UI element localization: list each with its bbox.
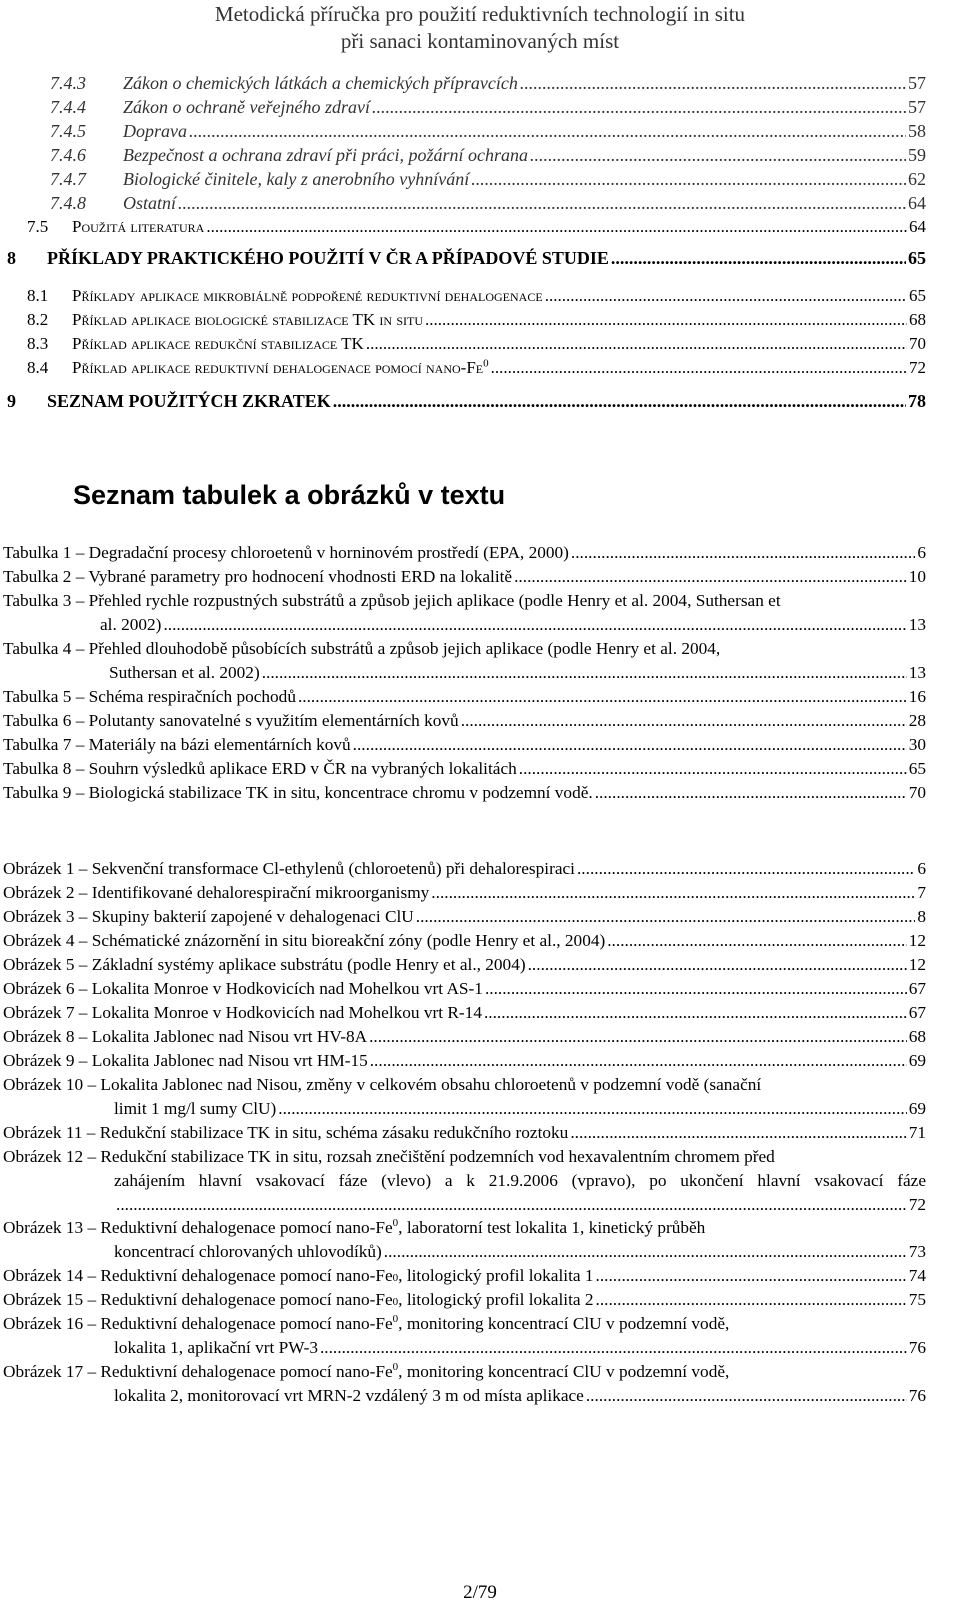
toc-title: PŘÍKLADY PRAKTICKÉHO POUŽITÍ V ČR A PŘÍPADOVÉ STUDIE [47,248,609,268]
toc-number: 8 [7,248,16,268]
toc-leader [530,144,906,166]
toc-leader [372,96,906,118]
toc-number: 8.3 [27,334,49,353]
entry-page: 13 [908,615,926,634]
superscript: 0 [483,357,489,370]
entry-text-after: , monitoring koncentrací ClU v podzemní vodě, [398,1362,730,1381]
entry-text: Obrázek 10 – Lokalita Jablonec nad Nisou, změny v celkovém obsahu chloroetenů v podzemní vodě (sanační [3,1075,762,1094]
toc-entry-7-4-8[interactable] [50,192,926,214]
entry-leader [577,857,915,881]
entry-page: 12 [908,955,926,974]
entry-text: Obrázek 7 – Lokalita Monroe v Hodkovicích nad Mohelkou vrt R-14 [3,1003,482,1022]
entry-text-cont: koncentrací chlorovaných uhlovodíků) [114,1242,382,1261]
toc-number: 7.4.3 [50,73,86,93]
toc-number: 7.4.7 [50,169,86,189]
entry-text: Obrázek 6 – Lokalita Monroe v Hodkovicích nad Mohelkou vrt AS-1 [3,979,483,998]
entry-text-cont: limit 1 mg/l sumy ClU) [114,1099,277,1118]
figure-entry-17[interactable] [3,1360,926,1408]
entry-leader [461,709,907,733]
entry-page: 75 [908,1290,926,1309]
figure-entry-11[interactable] [3,1121,926,1145]
entry-page: 70 [908,783,926,802]
toc-chapter-9[interactable] [7,390,926,412]
entry-text: Tabulka 8 – Souhrn výsledků aplikace ERD v ČR na vybraných lokalitách [3,759,517,778]
entry-text: Obrázek 3 – Skupiny bakterií zapojené v dehalogenaci ClU [3,907,414,926]
entry-text: Tabulka 1 – Degradační procesy chloroetenů v horninovém prostředí (EPA, 2000) [3,543,569,562]
table-entry-4[interactable] [3,637,926,685]
entry-page: 30 [908,735,926,754]
entry-leader [370,1049,907,1073]
toc-entry-7-4-4[interactable] [50,96,926,118]
running-header-line-2: při sanaci kontaminovaných míst [340,29,620,53]
toc-title: Použitá literatura [72,217,205,236]
figure-entry-2[interactable] [3,881,926,905]
figure-entry-15[interactable]: Obrázek 15 – Reduktivní dehalogenace pomocí nano-Fe 0 , litologický profil lokalita 2 ..... 75 [3,1288,926,1312]
entry-text-after: , litologický profil lokalita 1 [398,1266,594,1285]
toc-leader [545,285,907,307]
entry-text-cont: lokalita 1, aplikační vrt PW-3 [114,1338,318,1357]
entry-page: 10 [908,567,926,586]
toc-number: 8.2 [27,310,49,329]
table-entry-2[interactable] [3,565,926,589]
entry-text: Obrázek 12 – Redukční stabilizace TK in situ, rozsah znečištění podzemních vod hexavalentním chromem před [3,1147,775,1166]
toc-leader [206,216,907,238]
toc-number: 9 [7,391,16,411]
entry-leader [528,953,907,977]
toc-entry-7-4-6[interactable] [50,144,926,166]
entry-leader [596,1264,907,1288]
figure-entry-4[interactable] [3,929,926,953]
toc-entry-7-4-5[interactable] [50,120,926,142]
entry-text: Tabulka 7 – Materiály na bázi elementárních kovů [3,735,351,754]
figure-entry-12[interactable] [3,1145,926,1217]
entry-text: Tabulka 2 – Vybrané parametry pro hodnocení vhodnosti ERD na lokalitě [3,567,513,586]
entry-page: 72 [908,1195,926,1214]
entry-leader [353,733,907,757]
entry-text: Obrázek 14 – Reduktivní dehalogenace pomocí nano-Fe [3,1266,393,1285]
entry-page: 8 [917,907,926,926]
figure-entry-14[interactable]: Obrázek 14 – Reduktivní dehalogenace pomocí nano-Fe 0 , litologický profil lokalita 1 ..... 74 [3,1264,926,1288]
entry-leader [514,565,907,589]
page-number: 2/79 [463,1582,497,1603]
toc-page: 65 [909,286,926,305]
toc-page: 62 [908,169,926,189]
toc-page: 57 [908,97,926,117]
entry-text: Obrázek 11 – Redukční stabilizace TK in situ, schéma zásaku redukčního roztoku [3,1123,569,1142]
superscript: 0 [392,1217,399,1230]
entry-text: Obrázek 15 – Reduktivní dehalogenace pomocí nano-Fe [3,1290,393,1309]
toc-title: SEZNAM POUŽITÝCH ZKRATEK [47,391,331,411]
toc-entry-8-4[interactable] [27,357,926,379]
entry-text-after: , litologický profil lokalita 2 [398,1290,594,1309]
entry-leader [519,757,907,781]
toc-number: 8.4 [27,358,49,377]
toc-leader [366,333,907,355]
entry-leader [431,881,915,905]
entry-text: Obrázek 1 – Sekvenční transformace Cl-ethylenů (chloroetenů) při dehalorespiraci [3,859,575,878]
toc-entry-7-4-3[interactable] [50,72,926,94]
toc-page: 64 [909,217,926,236]
figure-entry-1[interactable] [3,857,926,881]
toc-page: 72 [909,358,926,377]
entry-leader [163,613,906,637]
toc-number: 7.4.5 [50,121,86,141]
entry-page: 76 [908,1338,926,1357]
toc-title: Zákon o chemických látkách a chemických přípravcích [123,73,518,93]
entry-text: Obrázek 2 – Identifikované dehalorespirační mikroorganismy [3,883,430,902]
entry-page: 6 [917,859,926,878]
entry-leader [596,1288,907,1312]
toc-number: 7.5 [27,217,49,236]
entry-leader [586,1384,907,1408]
entry-leader [369,1025,907,1049]
table-entry-9[interactable] [3,781,926,805]
toc-page: 64 [908,193,926,213]
table-entry-1[interactable] [3,541,926,565]
entry-leader [571,541,915,565]
entry-text-after: , monitoring koncentrací ClU v podzemní vodě, [398,1314,730,1333]
entry-text-cont: Suthersan et al. 2002) [109,663,260,682]
toc-leader [189,120,906,142]
figure-entry-7[interactable] [3,1001,926,1025]
toc-title: Bezpečnost a ochrana zdraví při práci, požární ochrana [123,145,528,165]
figure-entry-6[interactable] [3,977,926,1001]
toc-entry-7-4-7[interactable] [50,168,926,190]
toc-page: 68 [909,310,926,329]
entry-page: 28 [908,711,926,730]
toc-number: 7.4.8 [50,193,86,213]
toc-number: 7.4.6 [50,145,86,165]
toc-page: 59 [908,145,926,165]
entry-leader [298,685,907,709]
entry-text: Obrázek 8 – Lokalita Jablonec nad Nisou vrt HV-8A [3,1027,368,1046]
toc-page: 65 [908,248,926,268]
entry-page: 16 [908,687,926,706]
toc-leader [471,168,906,190]
entry-leader [384,1240,907,1264]
entry-page: 67 [908,1003,926,1022]
entry-page: 73 [908,1242,926,1261]
figure-entry-5[interactable] [3,953,926,977]
toc-leader [611,247,906,269]
toc-title: Ostatní [123,193,177,213]
entry-text: Obrázek 5 – Základní systémy aplikace substrátu (podle Henry et al., 2004) [3,955,526,974]
entry-page: 69 [908,1099,926,1118]
entry-page: 69 [908,1051,926,1070]
entry-leader [416,905,916,929]
entry-page: 6 [917,543,926,562]
entry-leader [485,977,907,1001]
entry-text: Tabulka 5 – Schéma respiračních pochodů [3,687,296,706]
toc-title: Příklad aplikace redukční stabilizace TK [72,334,364,353]
entry-text: Tabulka 9 – Biologická stabilizace TK in situ, koncentrace chromu v podzemní vodě. [3,783,593,802]
toc-chapter-8[interactable] [7,247,926,269]
entry-text: Tabulka 4 – Přehled dlouhodobě působících substrátů a způsob jejich aplikace (podle Henry et al. 2004, [3,639,721,658]
toc-title: Doprava [123,121,187,141]
entry-page: 74 [908,1266,926,1285]
entry-leader [607,929,906,953]
entry-leader [484,1001,907,1025]
entry-text: Obrázek 16 – Reduktivní dehalogenace pomocí nano-Fe [3,1314,393,1333]
superscript: 0 [392,1313,399,1326]
toc-page: 57 [908,73,926,93]
table-entry-5[interactable] [3,685,926,709]
toc-entry-8-1[interactable] [27,285,926,307]
table-entry-8[interactable] [3,757,926,781]
figure-entry-9[interactable] [3,1049,926,1073]
entry-page: 76 [908,1386,926,1405]
toc-leader [520,72,906,94]
entry-page: 12 [908,931,926,950]
figure-entry-13[interactable] [3,1216,926,1264]
entry-text: Obrázek 9 – Lokalita Jablonec nad Nisou vrt HM-15 [3,1051,368,1070]
toc-title-text: Příklad aplikace reduktivní dehalogenace pomocí nano-Fe [72,358,484,377]
entry-text: Obrázek 13 – Reduktivní dehalogenace pomocí nano-Fe [3,1218,393,1237]
entry-leader [278,1097,906,1121]
entry-text-cont: zahájením hlavní vsakovací fáze (vlevo) a k 21.9.2006 (vpravo), po ukončení hlavní vsakovací fáze [114,1171,926,1190]
toc-number: 7.4.4 [50,97,86,117]
entry-leader [570,1121,906,1145]
figure-entry-3[interactable] [3,905,926,929]
toc-page: 70 [909,334,926,353]
toc-title: Příklad aplikace biologické stabilizace TK in situ [72,310,423,329]
toc-leader [425,309,907,331]
toc-title [72,357,489,379]
toc-page: 58 [908,121,926,141]
table-entry-3[interactable] [3,589,926,637]
entry-text: Obrázek 4 – Schématické znázornění in situ bioreakční zóny (podle Henry et al., 2004) [3,931,606,950]
toc-entry-8-3[interactable] [27,333,926,355]
toc-leader [178,192,906,214]
list-heading: Seznam tabulek a obrázků v textu [73,480,506,510]
entry-leader [116,1193,907,1217]
entry-text-after: , laboratorní test lokalita 1, kinetický průběh [398,1218,706,1237]
table-entry-6[interactable] [3,709,926,733]
toc-entry-7-5[interactable] [27,216,926,238]
entry-page: 65 [908,759,926,778]
entry-leader [595,781,907,805]
entry-page: 67 [908,979,926,998]
toc-number: 8.1 [27,286,49,305]
entry-page: 71 [908,1123,926,1142]
superscript: 0 [392,1361,399,1374]
entry-leader [320,1336,907,1360]
running-header-line-1: Metodická příručka pro použití reduktivních technologií in situ [214,2,746,26]
entry-text-cont: lokalita 2, monitorovací vrt MRN-2 vzdálený 3 m od místa aplikace [114,1386,584,1405]
toc-leader [491,357,907,379]
table-entry-7[interactable] [3,733,926,757]
toc-title: Příklady aplikace mikrobiálně podpořené reduktivní dehalogenace [72,286,543,305]
entry-page: 7 [917,883,926,902]
figure-entry-10[interactable] [3,1073,926,1121]
figure-entry-16[interactable] [3,1312,926,1360]
entry-text: Obrázek 17 – Reduktivní dehalogenace pomocí nano-Fe [3,1362,393,1381]
figure-entry-8[interactable] [3,1025,926,1049]
toc-page: 78 [908,391,926,411]
toc-leader [333,390,906,412]
toc-title: Zákon o ochraně veřejného zdraví [123,97,370,117]
entry-leader [262,661,907,685]
entry-page: 68 [908,1027,926,1046]
toc-title: Biologické činitele, kaly z anerobního vyhnívání [123,169,470,189]
entry-text: Tabulka 6 – Polutanty sanovatelné s využitím elementárních kovů [3,711,459,730]
entry-text: Tabulka 3 – Přehled rychle rozpustných substrátů a způsob jejich aplikace (podle Henry et al. 2004, Suthersan et [3,591,781,610]
entry-page: 13 [908,663,926,682]
entry-text-cont: al. 2002) [100,615,162,634]
toc-entry-8-2[interactable] [27,309,926,331]
